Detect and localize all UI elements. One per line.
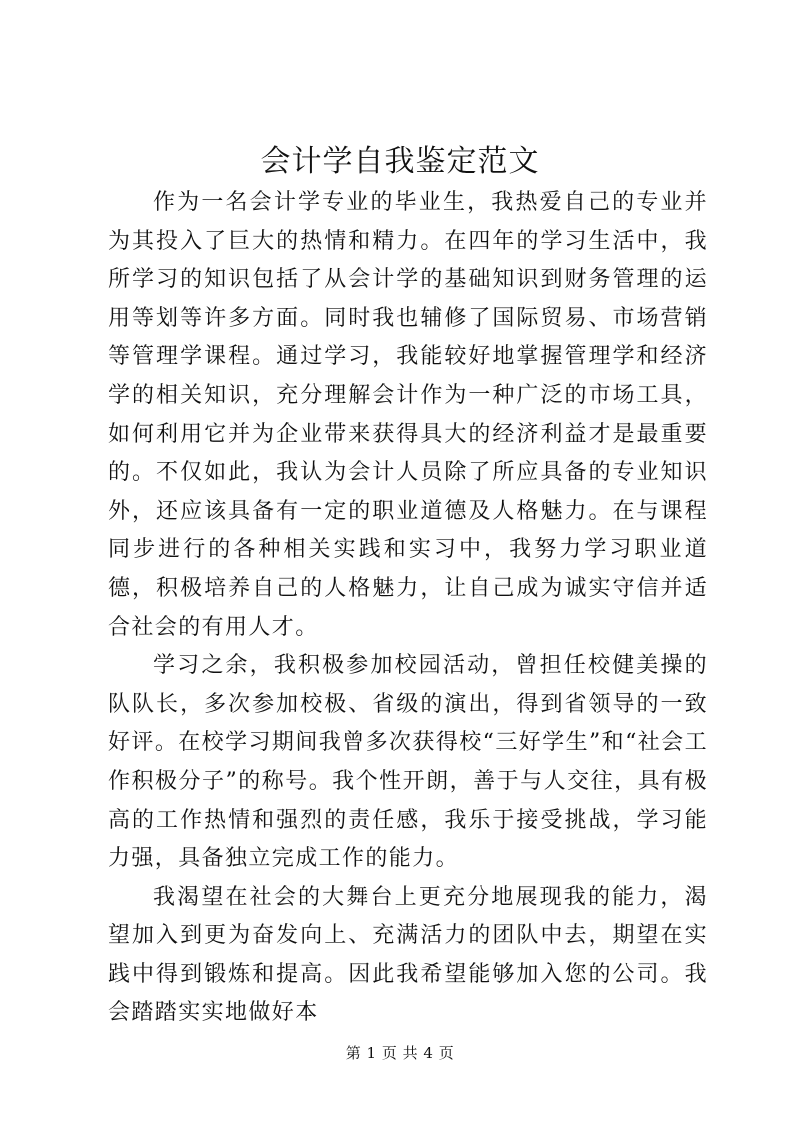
paragraph-2: 学习之余，我积极参加校园活动，曾担任校健美操的队队长，多次参加校极、省级的演出，得到省领导的一致好评。在校学习期间我曾多次获得校“三好学生”和“社会工作积极分子”的称号。我个性开朗，善于与人交往，具有极高的工作热情和强烈的责任感，我乐于接受挑战，学习能力强，具备独立完成工作的能力。: [108, 653, 708, 872]
page-footer: 第 1 页 共 4 页: [345, 1044, 455, 1062]
document-title: 会计学自我鉴定范文: [260, 144, 540, 179]
paragraph-1: 作为一名会计学专业的毕业生，我热爱自己的专业并为其投入了巨大的热情和精力。在四年的学习生活中，我所学习的知识包括了从会计学的基础知识到财务管理的运用等划等许多方面。同时我也辅修了国际贸易、市场营销等管理学课程。通过学习，我能较好地掌握管理学和经济学的相关知识，充分理解会计作为一种广泛的市场工具，如何利用它并为企业带来获得具大的经济利益才是最重要的。不仅如此，我认为会计人员除了所应具备的专业知识外，还应该具备有一定的职业道德及人格魅力。在与课程同步进行的各种相关实践和实习中，我努力学习职业道德，积极培养自己的人格魅力，让自己成为诚实守信并适合社会的有用人才。: [108, 190, 708, 640]
paragraph-3: 我渴望在社会的大舞台上更充分地展现我的能力，渴望加入到更为奋发向上、充满活力的团队中去，期望在实践中得到锻炼和提高。因此我希望能够加入您的公司。我会踏踏实实地做好本: [108, 884, 708, 1026]
document-body: [108, 184, 708, 1033]
